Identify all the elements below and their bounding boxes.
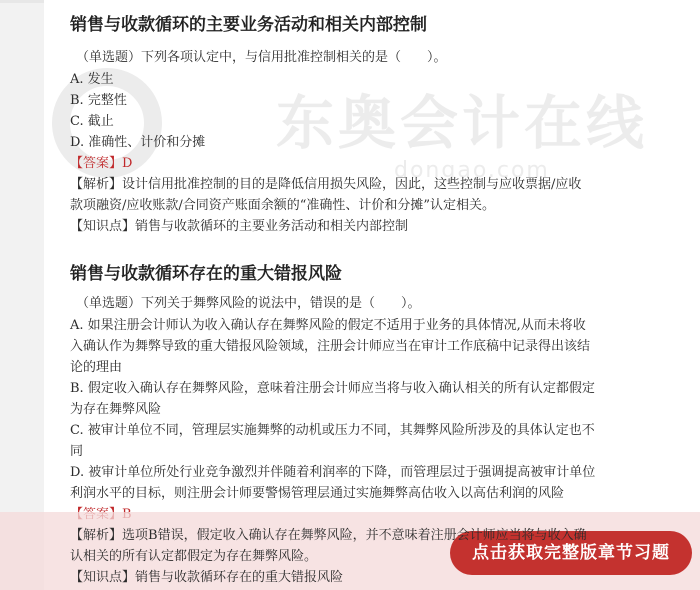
- watermark-url: dongao.com: [394, 158, 550, 183]
- section2-analysis-line2: 认相关的所有认定都假定为存在舞弊风险。: [70, 549, 318, 564]
- section1-question: （单选题）下列各项认定中，与信用批准控制相关的是（ ）。: [76, 50, 447, 65]
- section2-knowledge-value: 销售与收款循环存在的重大错报风险: [135, 570, 344, 585]
- watermark-brand: 东奥会计在线: [276, 89, 649, 157]
- section1-analysis-label: 【解析】: [70, 177, 123, 192]
- section2-analysis-text1: 选项B错误，假定收入确认存在舞弊风险，并不意味着注册会计师应当将与收入确: [122, 528, 587, 543]
- section2-option-line: B. 假定收入确认存在舞弊风险，意味着注册会计师应当将与收入确认相关的所有认定都假定: [70, 381, 595, 396]
- section2-option-line: 同: [70, 444, 84, 459]
- section2-option-line: 为存在舞弊风险: [70, 402, 162, 417]
- section2-question: （单选题）下列关于舞弊风险的说法中，错误的是（ ）。: [76, 296, 421, 311]
- section1-option-a: A. 发生: [70, 72, 114, 87]
- section1-knowledge: [70, 217, 408, 237]
- section2-analysis-line1: [70, 526, 587, 546]
- section2-option-line: C. 被审计单位不同，管理层实施舞弊的动机或压力不同，其舞弊风险所涉及的具体认定也不: [70, 423, 595, 438]
- section1-analysis-line1: [70, 175, 581, 195]
- section1-option-d: D. 准确性、计价和分摊: [70, 135, 206, 150]
- section1-analysis-text1: 设计信用批准控制的目的是降低信用损失风险，因此，这些控制与应收票据/应收: [122, 177, 582, 192]
- document-page: [44, 0, 700, 590]
- section1-option-b: B. 完整性: [70, 93, 127, 108]
- section2-option-line: A. 如果注册会计师认为收入确认存在舞弊风险的假定不适用于业务的具体情况,从而未将收: [70, 318, 586, 333]
- section2-option-line: 利润水平的目标，则注册会计师要警惕管理层通过实施舞弊高估收入以高估利润的风险: [70, 486, 565, 501]
- section1-answer: [70, 154, 132, 174]
- section2-knowledge-label: 【知识点】: [70, 570, 136, 585]
- section2-title: 销售与收款循环存在的重大错报风险: [70, 264, 342, 284]
- section1-knowledge-label: 【知识点】: [70, 219, 136, 234]
- section1-answer-value: D: [122, 156, 133, 171]
- section1-knowledge-value: 销售与收款循环的主要业务活动和相关内部控制: [135, 219, 409, 234]
- section2-option-line: 入确认作为舞弊导致的重大错报风险领域，注册会计师应当在审计工作底稿中记录得出该结: [70, 339, 591, 354]
- section1-answer-label: 【答案】: [70, 156, 123, 171]
- section2-analysis-label: 【解析】: [70, 528, 123, 543]
- section2-option-line: D. 被审计单位所处行业竞争激烈并伴随着利润率的下降，而管理层过于强调提高被审计单位: [70, 465, 596, 480]
- section1-option-c: C. 截止: [70, 114, 114, 129]
- section2-option-line: 论的理由: [70, 360, 123, 375]
- section2-knowledge: [70, 568, 343, 588]
- section1-analysis-line2: 款项融资/应收账款/合同资产账面余额的“准确性、计价和分摊”认定相关。: [70, 198, 496, 213]
- get-full-exercises-button[interactable]: 点击获取完整版章节习题: [450, 531, 692, 575]
- section1-title: 销售与收款循环的主要业务活动和相关内部控制: [70, 15, 427, 35]
